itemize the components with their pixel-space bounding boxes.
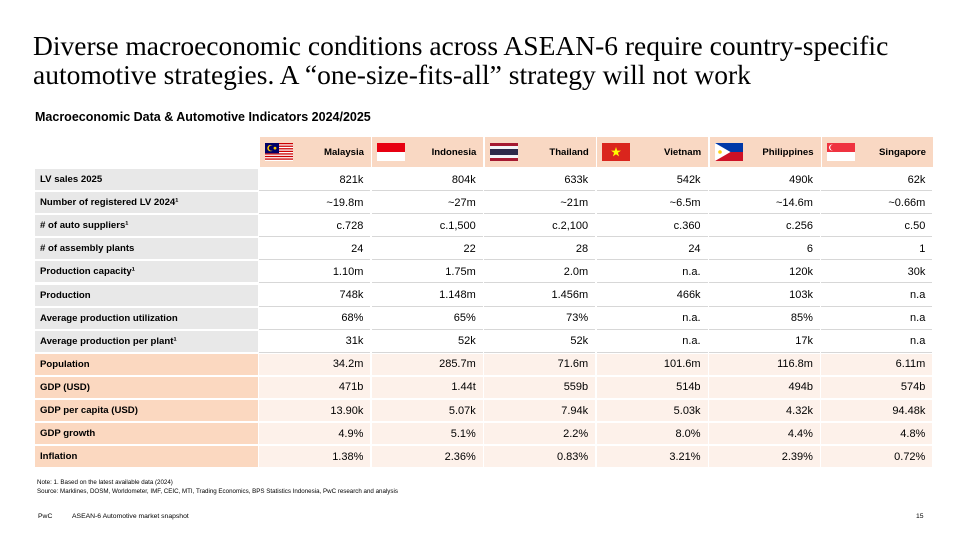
column-header-vietnam: [597, 137, 708, 167]
table-cell: c.256: [709, 215, 820, 237]
country-name: Vietnam: [664, 146, 702, 158]
table-row: [35, 423, 932, 445]
table-cell: 559b: [484, 377, 595, 399]
table-cell: 4.8%: [821, 423, 932, 445]
table-cell: 120k: [709, 261, 820, 283]
table-row: [35, 192, 932, 214]
footnote-note: Note: 1. Based on the latest available data (2024): [37, 479, 173, 486]
table-cell: ~27m: [372, 192, 483, 214]
vietnam-flag-icon: [602, 143, 630, 161]
table-cell: 471b: [259, 377, 370, 399]
table-cell: 1.456m: [484, 285, 595, 307]
table-cell: 103k: [709, 285, 820, 307]
column-header-philippines: [710, 137, 821, 167]
table-cell: 28: [484, 238, 595, 260]
thailand-flag-icon: [490, 143, 518, 161]
table-cell: n.a.: [597, 261, 708, 283]
table-cell: 5.03k: [597, 400, 708, 422]
table-cell: 2.0m: [484, 261, 595, 283]
country-name: Philippines: [762, 146, 814, 158]
table-cell: ~19.8m: [259, 192, 370, 214]
table-cell: n.a: [821, 331, 932, 353]
table-cell: 17k: [709, 331, 820, 353]
column-header-indonesia: [372, 137, 483, 167]
table-cell: ~21m: [484, 192, 595, 214]
table-cell: 748k: [259, 285, 370, 307]
table-cell: 31k: [259, 331, 370, 353]
philippines-flag-icon: [715, 143, 743, 161]
table-cell: 34.2m: [259, 354, 370, 376]
table-cell: 821k: [259, 169, 370, 191]
country-name: Singapore: [879, 146, 926, 158]
singapore-flag-icon: [827, 143, 855, 161]
table-cell: ~14.6m: [709, 192, 820, 214]
footer-brand: PwC: [38, 513, 53, 520]
row-label: Population: [35, 354, 258, 376]
table-cell: 101.6m: [597, 354, 708, 376]
row-label: Number of registered LV 2024¹: [35, 192, 258, 214]
table-cell: 285.7m: [372, 354, 483, 376]
table-cell: 1.38%: [259, 446, 370, 468]
table-cell: 85%: [709, 308, 820, 330]
country-name: Thailand: [549, 146, 589, 158]
table-row: [35, 169, 932, 191]
table-row: [35, 261, 932, 283]
footnote: [37, 479, 398, 496]
table-cell: 1.44t: [372, 377, 483, 399]
row-label: # of assembly plants: [35, 238, 258, 260]
footnote-source: Source: Marklines, DOSM, Worldometer, IMF, CEIC, MTI, Trading Economics, BPS Statistics Indonesia, PwC research and analysis: [37, 487, 398, 495]
table-cell: n.a: [821, 308, 932, 330]
table-cell: 0.83%: [484, 446, 595, 468]
table-cell: 633k: [484, 169, 595, 191]
table-cell: 22: [372, 238, 483, 260]
table-cell: c.50: [821, 215, 932, 237]
table-cell: 514b: [597, 377, 708, 399]
table-cell: 494b: [709, 377, 820, 399]
table-header-row: [35, 137, 933, 167]
table-cell: 7.94k: [484, 400, 595, 422]
country-name: Malaysia: [323, 146, 364, 158]
page-title: Diverse macroeconomic conditions across ASEAN-6 require country-specific automotive strategies. A “one-size-fits-all” strategy will not work: [33, 30, 889, 90]
footer-document-title: ASEAN-6 Automotive market snapshot: [72, 513, 189, 520]
table-cell: 65%: [372, 308, 483, 330]
table-cell: 490k: [709, 169, 820, 191]
row-label: Inflation: [35, 446, 258, 468]
table-cell: 73%: [484, 308, 595, 330]
row-label: GDP (USD): [35, 377, 258, 399]
table-row: [35, 215, 932, 237]
table-cell: c.2,100: [484, 215, 595, 237]
table-cell: 2.2%: [484, 423, 595, 445]
table-cell: 24: [597, 238, 708, 260]
row-label: Production: [35, 285, 258, 307]
row-label: # of auto suppliers¹: [35, 215, 258, 237]
column-header-singapore: [822, 137, 933, 167]
row-label: LV sales 2025: [35, 169, 258, 191]
table-cell: ~0.66m: [821, 192, 932, 214]
table-cell: 4.32k: [709, 400, 820, 422]
table-cell: n.a: [821, 285, 932, 307]
table-row: [35, 308, 932, 330]
column-header-thailand: [485, 137, 596, 167]
table-cell: 0.72%: [821, 446, 932, 468]
table-cell: 1.75m: [372, 261, 483, 283]
table-row: [35, 285, 932, 307]
table-cell: 3.21%: [597, 446, 708, 468]
row-label: Average production per plant¹: [35, 331, 258, 353]
table-cell: 4.4%: [709, 423, 820, 445]
table-cell: 62k: [821, 169, 932, 191]
table-cell: 1: [821, 238, 932, 260]
table-cell: 5.07k: [372, 400, 483, 422]
row-label: Average production utilization: [35, 308, 258, 330]
table-cell: n.a.: [597, 308, 708, 330]
table-row: [35, 400, 932, 422]
table-cell: 1.10m: [259, 261, 370, 283]
table-cell: 13.90k: [259, 400, 370, 422]
table-cell: 6.11m: [821, 354, 932, 376]
table-row: [35, 446, 932, 468]
row-label: GDP growth: [35, 423, 258, 445]
table-cell: 71.6m: [484, 354, 595, 376]
table-cell: 574b: [821, 377, 932, 399]
indonesia-flag-icon: [377, 143, 405, 161]
table-row: [35, 238, 932, 260]
table-cell: 52k: [372, 331, 483, 353]
table-cell: 804k: [372, 169, 483, 191]
table-cell: 8.0%: [597, 423, 708, 445]
table-cell: 2.36%: [372, 446, 483, 468]
table-row: [35, 377, 932, 399]
table-cell: c.1,500: [372, 215, 483, 237]
table-cell: 94.48k: [821, 400, 932, 422]
table-cell: 116.8m: [709, 354, 820, 376]
table-cell: 68%: [259, 308, 370, 330]
column-header-malaysia: [260, 137, 371, 167]
table-cell: 6: [709, 238, 820, 260]
page-number: 15: [916, 513, 924, 520]
table-cell: 542k: [597, 169, 708, 191]
table-cell: ~6.5m: [597, 192, 708, 214]
table-cell: c.728: [259, 215, 370, 237]
table-cell: 24: [259, 238, 370, 260]
country-name: Indonesia: [431, 146, 477, 158]
table-cell: 2.39%: [709, 446, 820, 468]
table-cell: 30k: [821, 261, 932, 283]
table-row: [35, 354, 932, 376]
table-cell: n.a.: [597, 331, 708, 353]
table-cell: 5.1%: [372, 423, 483, 445]
table-cell: c.360: [597, 215, 708, 237]
row-label: Production capacity¹: [35, 261, 258, 283]
table-subtitle: Macroeconomic Data & Automotive Indicators 2024/2025: [35, 110, 371, 124]
table-row: [35, 331, 932, 353]
table-cell: 4.9%: [259, 423, 370, 445]
table-cell: 1.148m: [372, 285, 483, 307]
malaysia-flag-icon: [265, 143, 293, 161]
row-label: GDP per capita (USD): [35, 400, 258, 422]
table-cell: 52k: [484, 331, 595, 353]
table-cell: 466k: [597, 285, 708, 307]
